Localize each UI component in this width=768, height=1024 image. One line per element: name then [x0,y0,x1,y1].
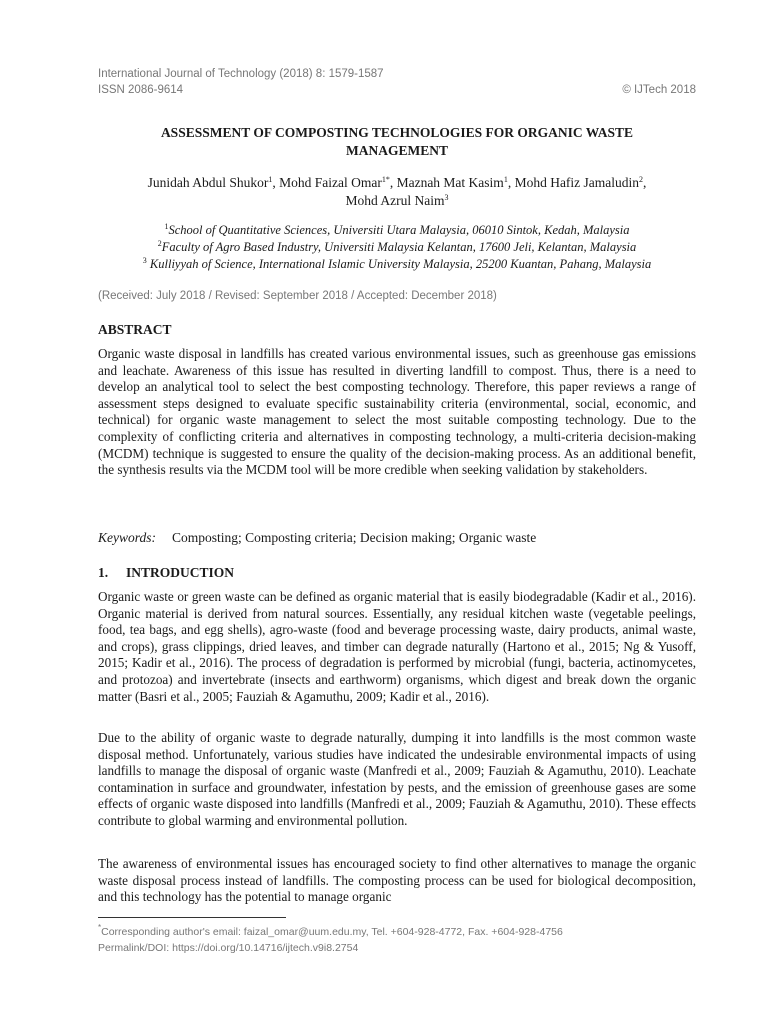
author-affil-sup: 2 [639,175,644,184]
section-heading-introduction [98,565,234,581]
footnote-email: Corresponding author's email: faizal_omar@uum.edu.my, Tel. +604-928-4772, Fax. +604-928-4756 [101,926,563,938]
paragraph-3: The awareness of environmental issues has encouraged society to find other alternatives to manage the organic waste disposal process instead of landfills. The composting process can be used for biological decomposition, and this technology has the potential to manage organic [98,856,696,905]
footnote [98,924,696,956]
author-name: Mohd Faizal Omar [279,175,382,190]
author-affil-sup: 1 [503,175,508,184]
footnote-email-line [98,924,696,940]
paragraph-1: Organic waste or green waste can be defined as organic material that is easily biodegradable (Kadir et al., 2016). Organic material is derived from natural sources. Essentially, any residual kitchen waste (vegetable peelings, food, tea bags, and egg shells), agro-waste (food and beverage processing waste, dairy products, animal waste, and crops), grass clippings, dried leaves, and timber can degrade naturally (Hartono et al., 2015; Ng & Yusoff, 2015; Kadir et al., 2016). The process of degradation is performed by microbial (fungi, bacteria, actinomycetes, and protozoa) and invertebrate (insects and earthworm) organisms, which digest and break down the organic matter (Basri et al., 2005; Fauziah & Agamuthu, 2009; Kadir et al., 2016). [98,589,696,704]
title-line-2: MANAGEMENT [346,143,448,158]
affiliation-text: Faculty of Agro Based Industry, Universiti Malaysia Kelantan, 17600 Jeli, Kelantan, Malaysia [161,240,637,254]
footnote-divider [98,917,286,918]
affiliation-1 [98,222,696,239]
affiliations [98,222,696,273]
author-name: Maznah Mat Kasim [396,175,504,190]
abstract-heading: ABSTRACT [98,322,172,337]
paper-title [98,124,696,160]
section-number: 1. [98,565,109,580]
journal-header [98,66,696,98]
journal-citation: International Journal of Technology (2018) 8: 1579-1587 [98,68,384,80]
keywords [98,530,696,546]
abstract-text: Organic waste disposal in landfills has created various environmental issues, such as greenhouse gas emissions and leachate. Awareness of this issue has resulted in diverting landfill to compost. Thus, there is a need to develop an analytical tool to select the best composting technology. Therefore, this paper reviews a range of assessment steps designed to evaluate specific sustainability criteria (environmental, social, economic, and technical) for organic waste management to select the most suitable composting technology. Due to the complexity of conflicting criteria and alternatives in composting technology, a multi-criteria decision-making (MCDM) technique is suggested to ensure the quality of the decision-making process. As an additional benefit, the synthesis results via the MCDM tool will be more credible when seeking validation by stakeholders. [98,346,696,478]
footnote-marker: * [98,923,102,932]
copyright: © IJTech 2018 [622,84,696,96]
author-name: Mohd Hafiz Jamaludin [514,175,640,190]
author-name: Junidah Abdul Shukor [147,175,269,190]
author-list: Junidah Abdul Shukor$^1$, Mohd Faizal Omar$^{1*}$, Maznah Mat Kasim$^1$, Mohd Hafiz Jamaludin$^2$, Mohd Azrul Naim$^3$ [147,175,647,208]
issn: ISSN 2086-9614 [98,84,184,96]
keywords-text: Composting; Composting criteria; Decision making; Organic waste [172,530,537,545]
affiliation-2 [98,239,696,256]
affiliation-text: Kulliyyah of Science, International Islamic University Malaysia, 25200 Kuantan, Pahang, Malaysia [149,257,652,271]
affiliation-sup: 3 [142,256,147,265]
author-affil-sup: 3 [444,193,449,202]
section-title: INTRODUCTION [126,565,235,580]
affiliation-sup: 2 [157,239,162,248]
keywords-label: Keywords: [98,530,156,545]
author-affil-sup: 1* [381,175,390,184]
author-affil-sup: 1 [268,175,273,184]
paragraph-2: Due to the ability of organic waste to degrade naturally, dumping it into landfills is the most common waste disposal method. Unfortunately, various studies have indicated the undesirable environmental impacts of using landfills to manage the disposal of organic waste (Manfredi et al., 2009; Fauziah & Agamuthu, 2010). Leachate contamination in surface and groundwater, infestation by pests, and the emission of greenhouse gases are some effects of organic waste disposed into landfills (Manfredi et al., 2009; Fauziah & Agamuthu, 2010). These effects contribute to global warming and environmental pollution. [98,730,696,828]
affiliation-text: School of Quantitative Sciences, Universiti Utara Malaysia, 06010 Sintok, Kedah, Malaysia [168,223,630,237]
received-dates: (Received: July 2018 / Revised: September 2018 / Accepted: December 2018) [98,290,497,302]
affiliation-sup: 1 [164,222,169,231]
footnote-doi: Permalink/DOI: https://doi.org/10.14716/ijtech.v9i8.2754 [98,942,359,954]
author-name: Mohd Azrul Naim [345,193,445,208]
affiliation-3 [98,256,696,273]
paper-page [98,0,696,1024]
title-line-1: ASSESSMENT OF COMPOSTING TECHNOLOGIES FOR ORGANIC WASTE [160,125,634,140]
